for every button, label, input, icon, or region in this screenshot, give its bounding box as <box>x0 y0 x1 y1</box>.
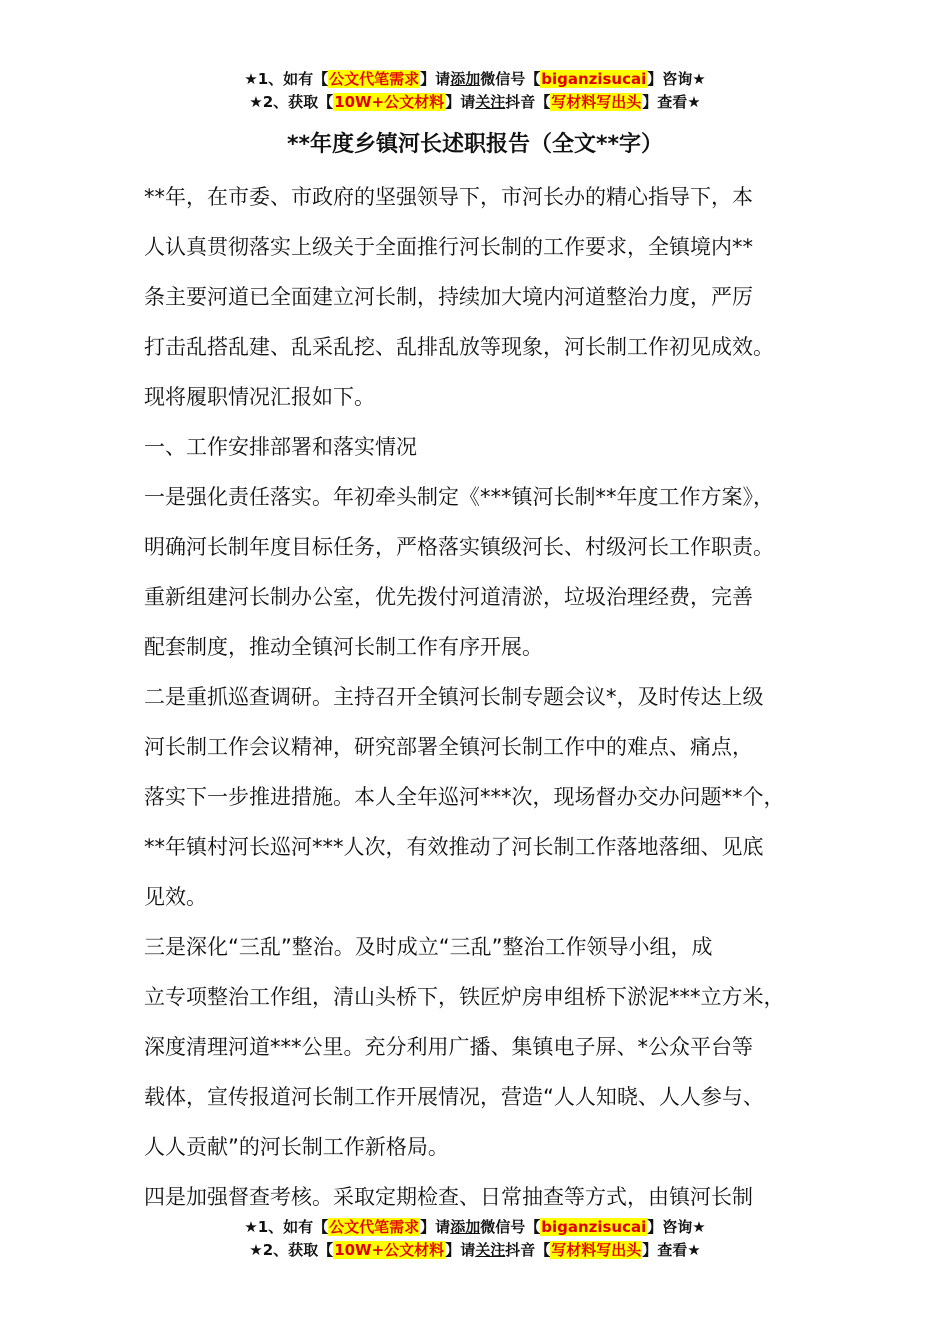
banner-text: 微信号【 <box>480 70 541 88</box>
body-line: 河长制工作会议精神，研究部署全镇河长制工作中的难点、痛点， <box>144 735 753 759</box>
body-line: 配套制度，推动全镇河长制工作有序开展。 <box>144 635 543 659</box>
body-line: 载体，宣传报道河长制工作开展情况，营造“人人知晓、人人参与、 <box>144 1085 764 1109</box>
banner-text: 】咨询★ <box>647 1218 706 1236</box>
banner-text: 】查看★ <box>642 1241 701 1259</box>
banner-line-2 <box>0 1239 950 1262</box>
body-line: 三是深化“三乱”整治。及时成立“三乱”整治工作领导小组，成 <box>144 935 713 959</box>
document-title: **年度乡镇河长述职报告（全文**字） <box>286 132 664 157</box>
header-banner <box>0 68 950 114</box>
banner-underline: 关注 <box>475 93 506 111</box>
section-heading: 一、工作安排部署和落实情况 <box>144 435 417 459</box>
banner-text: 抖音【 <box>505 93 551 111</box>
body-line: 一是强化责任落实。年初牵头制定《***镇河长制**年度工作方案》， <box>144 485 774 509</box>
body-line: 打击乱搭乱建、乱采乱挖、乱排乱放等现象，河长制工作初见成效。 <box>144 335 774 359</box>
body-line: 人人贡献”的河长制工作新格局。 <box>144 1135 449 1159</box>
banner-text: 】请 <box>420 1218 451 1236</box>
banner-douyin-account: 写材料写出头 <box>551 1241 642 1259</box>
banner-text: ★2、获取【 <box>249 1241 334 1259</box>
body-line: 二是重抓巡查调研。主持召开全镇河长制专题会议*，及时传达上级 <box>144 685 764 709</box>
banner-highlight: 公文代笔需求 <box>329 1218 420 1236</box>
body-line: 见效。 <box>144 885 207 909</box>
banner-underline: 添加 <box>450 70 481 88</box>
footer-banner <box>0 1216 950 1262</box>
banner-highlight: 公文代笔需求 <box>329 70 420 88</box>
banner-text: 】咨询★ <box>647 70 706 88</box>
body-line: 重新组建河长制办公室，优先拨付河道清淤，垃圾治理经费，完善 <box>144 585 753 609</box>
banner-text: 微信号【 <box>480 1218 541 1236</box>
body-line: 立专项整治工作组，清山头桥下，铁匠炉房申组桥下淤泥***立方米， <box>144 985 785 1009</box>
banner-line-1 <box>0 68 950 91</box>
body-line: 条主要河道已全面建立河长制，持续加大境内河道整治力度，严厉 <box>144 285 753 309</box>
banner-douyin-account: 写材料写出头 <box>551 93 642 111</box>
banner-highlight: 10W+公文材料 <box>334 1241 445 1259</box>
banner-text: 】请 <box>445 93 476 111</box>
banner-text: ★1、如有【 <box>244 70 329 88</box>
banner-text: 】请 <box>420 70 451 88</box>
body-line: 四是加强督查考核。采取定期检查、日常抽查等方式，由镇河长制 <box>144 1185 753 1209</box>
banner-underline: 添加 <box>450 1218 481 1236</box>
banner-underline: 关注 <box>475 1241 506 1259</box>
banner-text: ★2、获取【 <box>249 93 334 111</box>
banner-line-1 <box>0 1216 950 1239</box>
banner-highlight: 10W+公文材料 <box>334 93 445 111</box>
banner-line-2 <box>0 91 950 114</box>
document-body <box>144 172 834 1222</box>
body-line: 明确河长制年度目标任务，严格落实镇级河长、村级河长工作职责。 <box>144 535 774 559</box>
banner-text: 】查看★ <box>642 93 701 111</box>
banner-text: 】请 <box>445 1241 476 1259</box>
body-line: **年，在市委、市政府的坚强领导下，市河长办的精心指导下，本 <box>144 185 753 209</box>
body-line: 落实下一步推进措施。本人全年巡河***次，现场督办交办问题**个， <box>144 785 785 809</box>
body-line: **年镇村河长巡河***人次，有效推动了河长制工作落地落细、见底 <box>144 835 764 859</box>
banner-wechat-id: biganzisucai <box>541 70 647 88</box>
banner-text: 抖音【 <box>505 1241 551 1259</box>
body-line: 人认真贯彻落实上级关于全面推行河长制的工作要求，全镇境内** <box>144 235 753 259</box>
banner-wechat-id: biganzisucai <box>541 1218 647 1236</box>
banner-text: ★1、如有【 <box>244 1218 329 1236</box>
body-line: 深度清理河道***公里。充分利用广播、集镇电子屏、*公众平台等 <box>144 1035 753 1059</box>
body-line: 现将履职情况汇报如下。 <box>144 385 375 409</box>
